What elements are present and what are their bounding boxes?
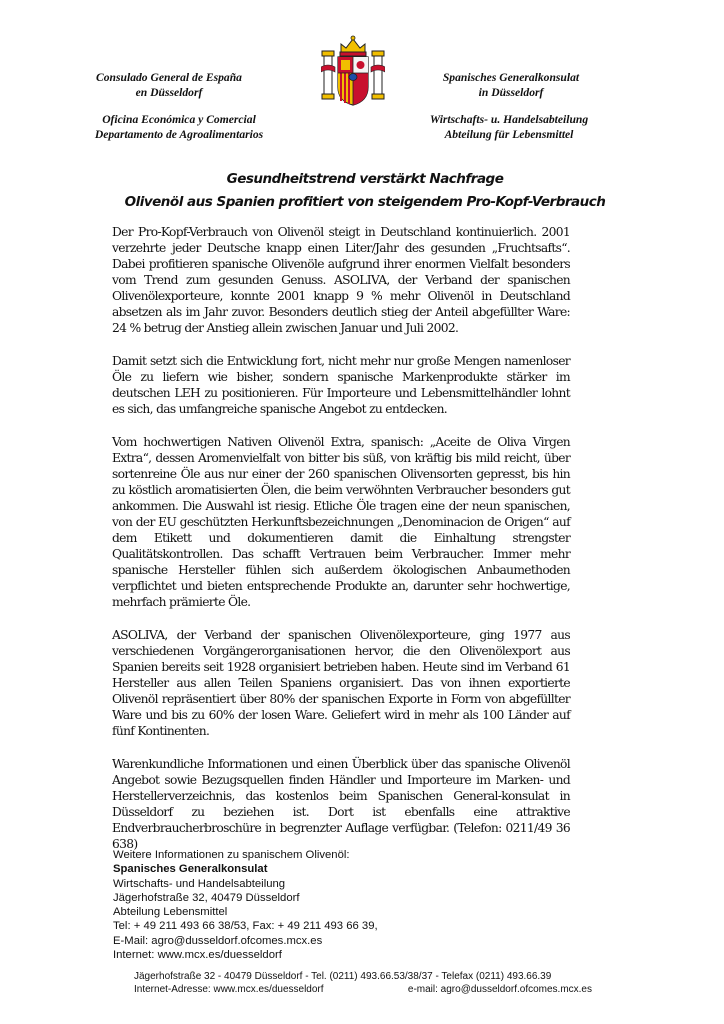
header-right-line3: Wirtschafts- u. Handelsabteilung [429, 113, 589, 126]
header-right-consulate [416, 70, 606, 100]
contact-department: Wirtschafts- und Handelsabteilung [113, 877, 286, 890]
header-left-consulate [74, 70, 264, 100]
footer-internet: Internet-Adresse: www.mcx.es/duesseldorf [134, 984, 324, 995]
article-paragraph: Der Pro-Kopf-Verbrauch von Olivenöl steigt in Deutschland kontinuierlich. 2001 verzehrte jeder Deutsche knapp einen Liter/Jahr des gesunden „Fruchtsafts“. Dabei profitieren spanische Olivenöle aufgrund ihrer enormen Vielfalt besonders vom Trend zum gesunden Genuss. ASOLIVA, der Verband der spanischen Olivenölexporteure, konnte 2001 knapp 9 % mehr Olivenöl in Deutschland absetzen als im Jahr zuvor. Besonders deutlich stieg der Anteil abgefüllter Ware: 24 % betrug der Anstieg allein zwischen Januar und Juli 2002. [112, 225, 570, 335]
contact-address: Jägerhofstraße 32, 40479 Düsseldorf [113, 891, 300, 904]
header-left-line1: Consulado General de España [96, 71, 242, 84]
contact-phone: Tel: + 49 211 493 66 38/53, Fax: + 49 211 493 66 39, [113, 920, 378, 933]
article-paragraph: Warenkundliche Informationen und einen Überblick über das spanische Olivenöl Angebot sowie Bezugsquellen finden Händler und Importeure im Marken- und Herstellerverzeichnis, das kostenlos beim Spanischen General-konsulat in Düsseldorf zu beziehen ist. Dort ist ebenfalls eine attraktive Endverbraucherbroschüre in begrenzter Auflage verfügbar. (Telefon: 0211/49 36 638) [112, 757, 570, 851]
page-footer [134, 970, 592, 996]
header-left-office [64, 112, 294, 142]
subheadline: Olivenöl aus Spanien profitiert von steigendem Pro-Kopf-Verbrauch [124, 194, 606, 210]
footer-email: e-mail: agro@dusseldorf.ofcomes.mcx.es [407, 984, 592, 995]
contact-website: Internet: www.mcx.es/duesseldorf [113, 949, 282, 962]
header-right-line1: Spanisches Generalkonsulat [442, 71, 580, 84]
article-paragraph: Vom hochwertigen Nativen Olivenöl Extra, spanisch: „Aceite de Oliva Virgen Extra“, dessen Aromenvielfalt von bitter bis süß, von kräftig bis mild reicht, über sortenreine Öle aus nur einer der 260 spanischen Olivensorten gepresst, bis hin zu köstlich aromatisierten Ölen, die beim verwöhnten Verbraucher besonders gut ankommen. Die Auswahl ist riesig. Etliche Öle tragen eine der neun spanischen, von der EU geschützten Herkunftsbezeichnungen „Denominacion de Origen“ auf dem Etikett und dokumentieren damit die Einhaltung strengster Qualitätskontrollen. Das schafft Vertrauen beim Verbraucher. Immer mehr spanische Hersteller fühlen sich außerdem ökologischen Anbaumethoden verpflichtet und bieten entsprechende Produkte an, darunter sehr hochwertige, mehrfach prämierte Öle. [112, 435, 570, 609]
article-paragraph: Damit setzt sich die Entwicklung fort, nicht mehr nur große Mengen namenloser Öle zu liefern wie bisher, sondern spanische Markenprodukte stärker im deutschen LEH zu positionieren. Für Importeure und Lebensmittelhändler lohnt es sich, das umfangreiche spanische Angebot zu entdecken. [112, 354, 570, 416]
article-paragraph: ASOLIVA, der Verband der spanischen Olivenölexporteure, ging 1977 aus verschiedenen Vorgängerorganisationen hervor, die den Olivenölexport aus Spanien bereits seit 1928 organisiert betrieben haben. Heute sind im Verband 61 Hersteller aus allen Teilen Spaniens organisiert. Das von ihnen exportierte Olivenöl repräsentiert über 80% der spanischen Exporte in Form von abgefüllter Ware und bis zu 60% der losen Ware. Geliefert wird in mehr als 100 Länder auf fünf Kontinenten. [112, 628, 570, 738]
headline: Gesundheitstrend verstärkt Nachfrage [226, 171, 504, 187]
contact-section: Abteilung Lebensmittel [113, 906, 228, 919]
footer-address: Jägerhofstraße 32 - 40479 Düsseldorf - Tel. (0211) 493.66.53/38/37 - Telefax (0211) 493.66.39 [134, 971, 552, 982]
header-right-line4: Abteilung für Lebensmittel [444, 128, 574, 141]
contact-email: E-Mail: agro@dusseldorf.ofcomes.mcx.es [113, 934, 323, 947]
header-right-office [404, 112, 614, 142]
article-body [112, 224, 570, 869]
header-right-line2: in Düsseldorf [478, 86, 544, 99]
footer-contact-line [134, 983, 592, 996]
footer-address-line [134, 970, 592, 983]
spanish-coat-of-arms-icon [321, 33, 385, 109]
contact-block [113, 848, 378, 962]
header-left-line2: en Düsseldorf [135, 86, 203, 99]
contact-intro: Weitere Informationen zu spanischem Olivenöl: [113, 849, 350, 861]
contact-organization: Spanisches Generalkonsulat [113, 863, 268, 876]
header-left-line4: Departamento de Agroalimentarios [94, 128, 264, 141]
header-left-line3: Oficina Económica y Comercial [102, 113, 256, 126]
